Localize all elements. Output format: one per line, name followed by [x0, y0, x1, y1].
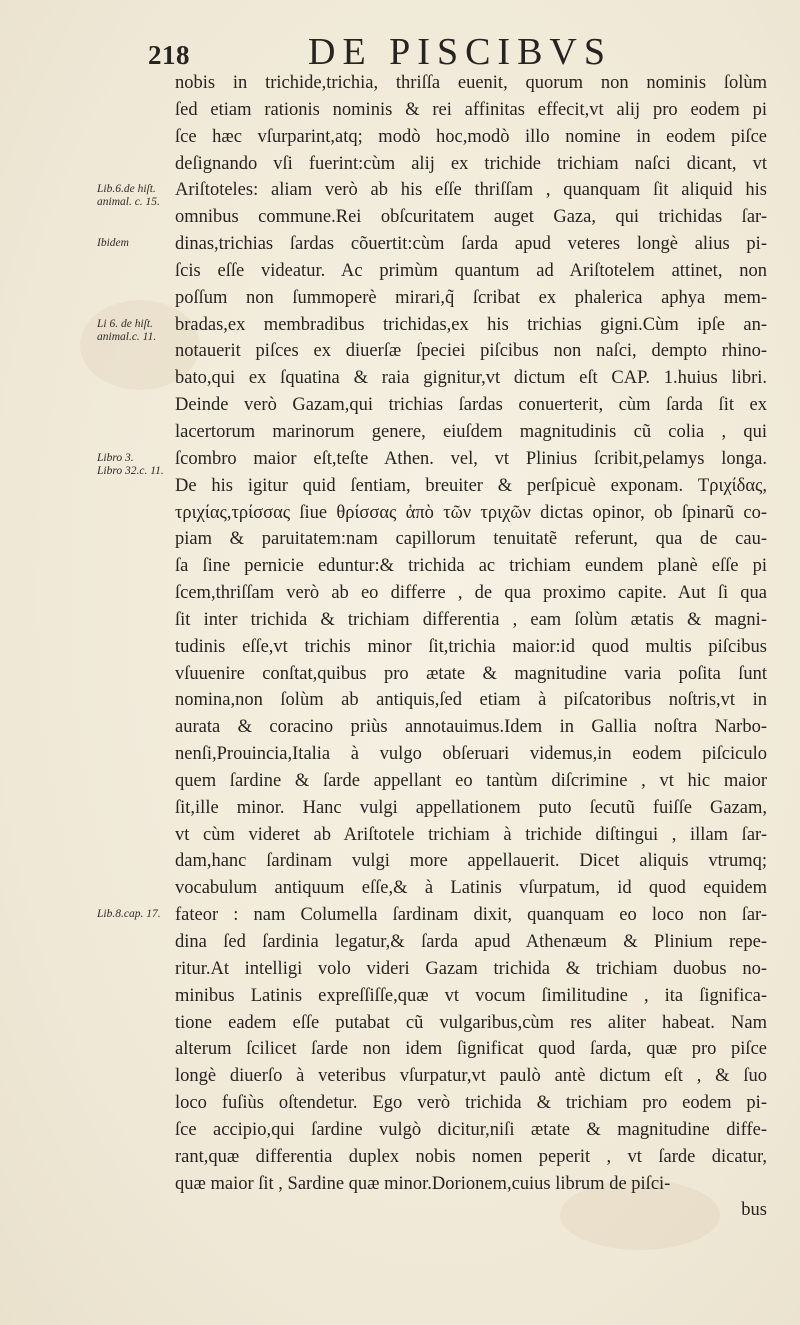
text-line: quæ maior ſit , Sardine quæ minor.Dorionem,cuius librum de piſci-	[175, 1173, 671, 1194]
margin-note-line: Lib.8.cap. 17.	[97, 908, 161, 921]
text-line: quem ſardine & ſarde appellant eo tantùm diſcrimine , vt hic maior	[175, 770, 767, 791]
text-line: dina ſed ſardinia legatur,& ſarda apud Athenæum & Plinium repe-	[175, 932, 767, 952]
running-title: DE PISCIBVS	[308, 31, 612, 73]
text-line: Deinde verò Gazam,qui trichias ſardas conuerterit, cùm ſarda ſit ex	[175, 395, 767, 416]
text-line: Ariſtoteles: aliam verò ab his eſſe thriſſam , quanquam ſit aliquid his	[175, 180, 767, 201]
text-line: ſit inter trichida & trichiam differentia , eam ſolùm ætatis & magni-	[175, 609, 767, 630]
margin-note-line: Libro 32.c. 11.	[97, 464, 164, 477]
margin-note	[97, 237, 173, 250]
text-line: nenſi,Prouincia,Italia à vulgo obſeruari videmus,in eodem piſciculo	[175, 744, 767, 765]
text-line: tione eadem eſſe putabat cũ vulgaribus,cùm res aliter habeat. Nam	[175, 1012, 767, 1033]
text-line: nobis in trichide,trichia, thriſſa euenit, quorum non nominis ſolùm	[175, 73, 767, 93]
margin-note	[97, 908, 173, 921]
text-line: ſce hæc vſurparint,atq; modò hoc,modò illo nomine in eodem piſce	[175, 126, 767, 147]
text-line: dam,hanc ſardinam vulgi more appellauerit. Dicet aliquis vtrumq;	[175, 851, 767, 872]
text-line: vocabulum antiquum eſſe,& à Latinis vſurpatum, id quod equidem	[175, 878, 767, 899]
text-line: ritur.At intelligi volo videri Gazam trichida & trichiam duobus no-	[175, 958, 767, 979]
text-line: nomina,non ſolùm ab antiquis,ſed etiam à piſcatoribus noſtris,vt in	[175, 690, 767, 711]
text-line: ſed etiam rationis nominis & rei affinitas effecit,vt alij pro eodem pi	[175, 99, 767, 120]
text-line: ſcem,thriſſam verò ab eo differre , de qua proximo capite. Aut ſi qua	[175, 583, 767, 604]
text-line: longè diuerſo à veteribus vſurpatur,vt paulò antè dictum eſt , & ſuo	[175, 1066, 767, 1087]
text-line: ſcombro maior eſt,teſte Athen. vel, vt Plinius ſcribit,pelamys longa.	[175, 448, 767, 469]
text-line: ſce accipio,qui ſardine vulgò dicitur,niſi ætate & magnitudine diffe-	[175, 1119, 767, 1140]
text-line: ſcis eſſe videatur. Ac primùm quantum ad Ariſtotelem attinet, non	[175, 260, 767, 281]
text-line: τριχίας,τρίσσας ſiue θρίσσας ἀπὸ τῶν τριχῶν dictas opinor, ob ſpinarũ co-	[175, 502, 767, 523]
page-header	[0, 30, 800, 73]
text-line: vſuuenire conſtat,quibus pro ætate & magnitudine varia poſita ſunt	[175, 663, 767, 684]
text-line: piam & paruitatem:nam capillorum tenuitatẽ referunt, qua de cau-	[175, 529, 767, 550]
text-line: vt cùm videret ab Ariſtotele trichiam à trichide diſtingui , illam ſar-	[175, 824, 767, 845]
text-line: bradas,ex membradibus trichidas,ex his trichias gigni.Cùm ipſe an-	[175, 314, 767, 335]
text-line: fateor : nam Columella ſardinam dixit, quanquam eo loco non ſar-	[175, 905, 767, 926]
margin-note-line: animal. c. 15.	[97, 196, 160, 209]
text-line: bato,qui ex ſquatina & raia gignitur,vt dictum eſt CAP. 1.huius libri.	[175, 368, 767, 389]
text-line: dinas,trichias ſardas cõuertit:cùm ſarda apud veteres longè alius pi-	[175, 234, 767, 255]
margin-note	[97, 183, 173, 209]
text-line: ſa ſine pernicie eduntur:& trichida ac trichiam eundem planè eſſe pi	[175, 556, 767, 577]
text-line: deſignando vſi fuerint:cùm alij ex trichide trichiam naſci dicant, vt	[175, 153, 767, 174]
text-line: lacertorum marinorum genere, eiuſdem magnitudinis cũ colia , qui	[175, 421, 767, 442]
margin-note-line: Libro 3.	[97, 451, 134, 464]
body-text	[175, 70, 767, 1224]
text-line: aurata & coracino priùs annotauimus.Idem in Gallia noſtra Narbo-	[175, 717, 767, 738]
margin-note-line: Li 6. de hiſt.	[97, 317, 153, 330]
margin-note-line: animal.c. 11.	[97, 330, 157, 343]
page-number: 218	[148, 40, 190, 70]
margin-note-line: Lib.6.de hiſt.	[97, 183, 156, 196]
margin-note	[97, 452, 173, 478]
text-line: omnibus commune.Rei obſcuritatem auget Gaza, qui trichidas ſar-	[175, 207, 767, 228]
text-line: ſit,ille minor. Hanc vulgi appellationem puto ſecutũ fuiſſe Gazam,	[175, 797, 767, 818]
text-line: alterum ſcilicet ſarde non idem ſignificat quod ſarda, quæ pro piſce	[175, 1039, 767, 1060]
catchword: bus	[741, 1200, 767, 1221]
margin-note-line: Ibidem	[97, 237, 129, 250]
text-line: De his igitur quid ſentiam, breuiter & perſpicuè exponam. Τριχίδας,	[175, 475, 767, 496]
text-line: loco fuſiùs oſtendetur. Ego verò trichida & trichiam pro eodem pi-	[175, 1093, 767, 1114]
text-line: minibus Latinis expreſſiſſe,quæ vt vocum ſimilitudine , ita ſignifica-	[175, 985, 767, 1006]
text-line: rant,quæ differentia duplex nobis nomen peperit , vt ſarde dicatur,	[175, 1146, 767, 1167]
text-line: notauerit piſces ex diuerſæ ſpeciei piſcibus non naſci, dempto rhino-	[175, 341, 767, 362]
text-line: tudinis eſſe,vt trichis minor ſit,trichia maior:id quod multis piſcibus	[175, 636, 767, 657]
text-line: poſſum non ſummoperè mirari,q̃ ſcribat ex phalerica aphya mem-	[175, 287, 767, 308]
margin-note	[97, 318, 173, 344]
